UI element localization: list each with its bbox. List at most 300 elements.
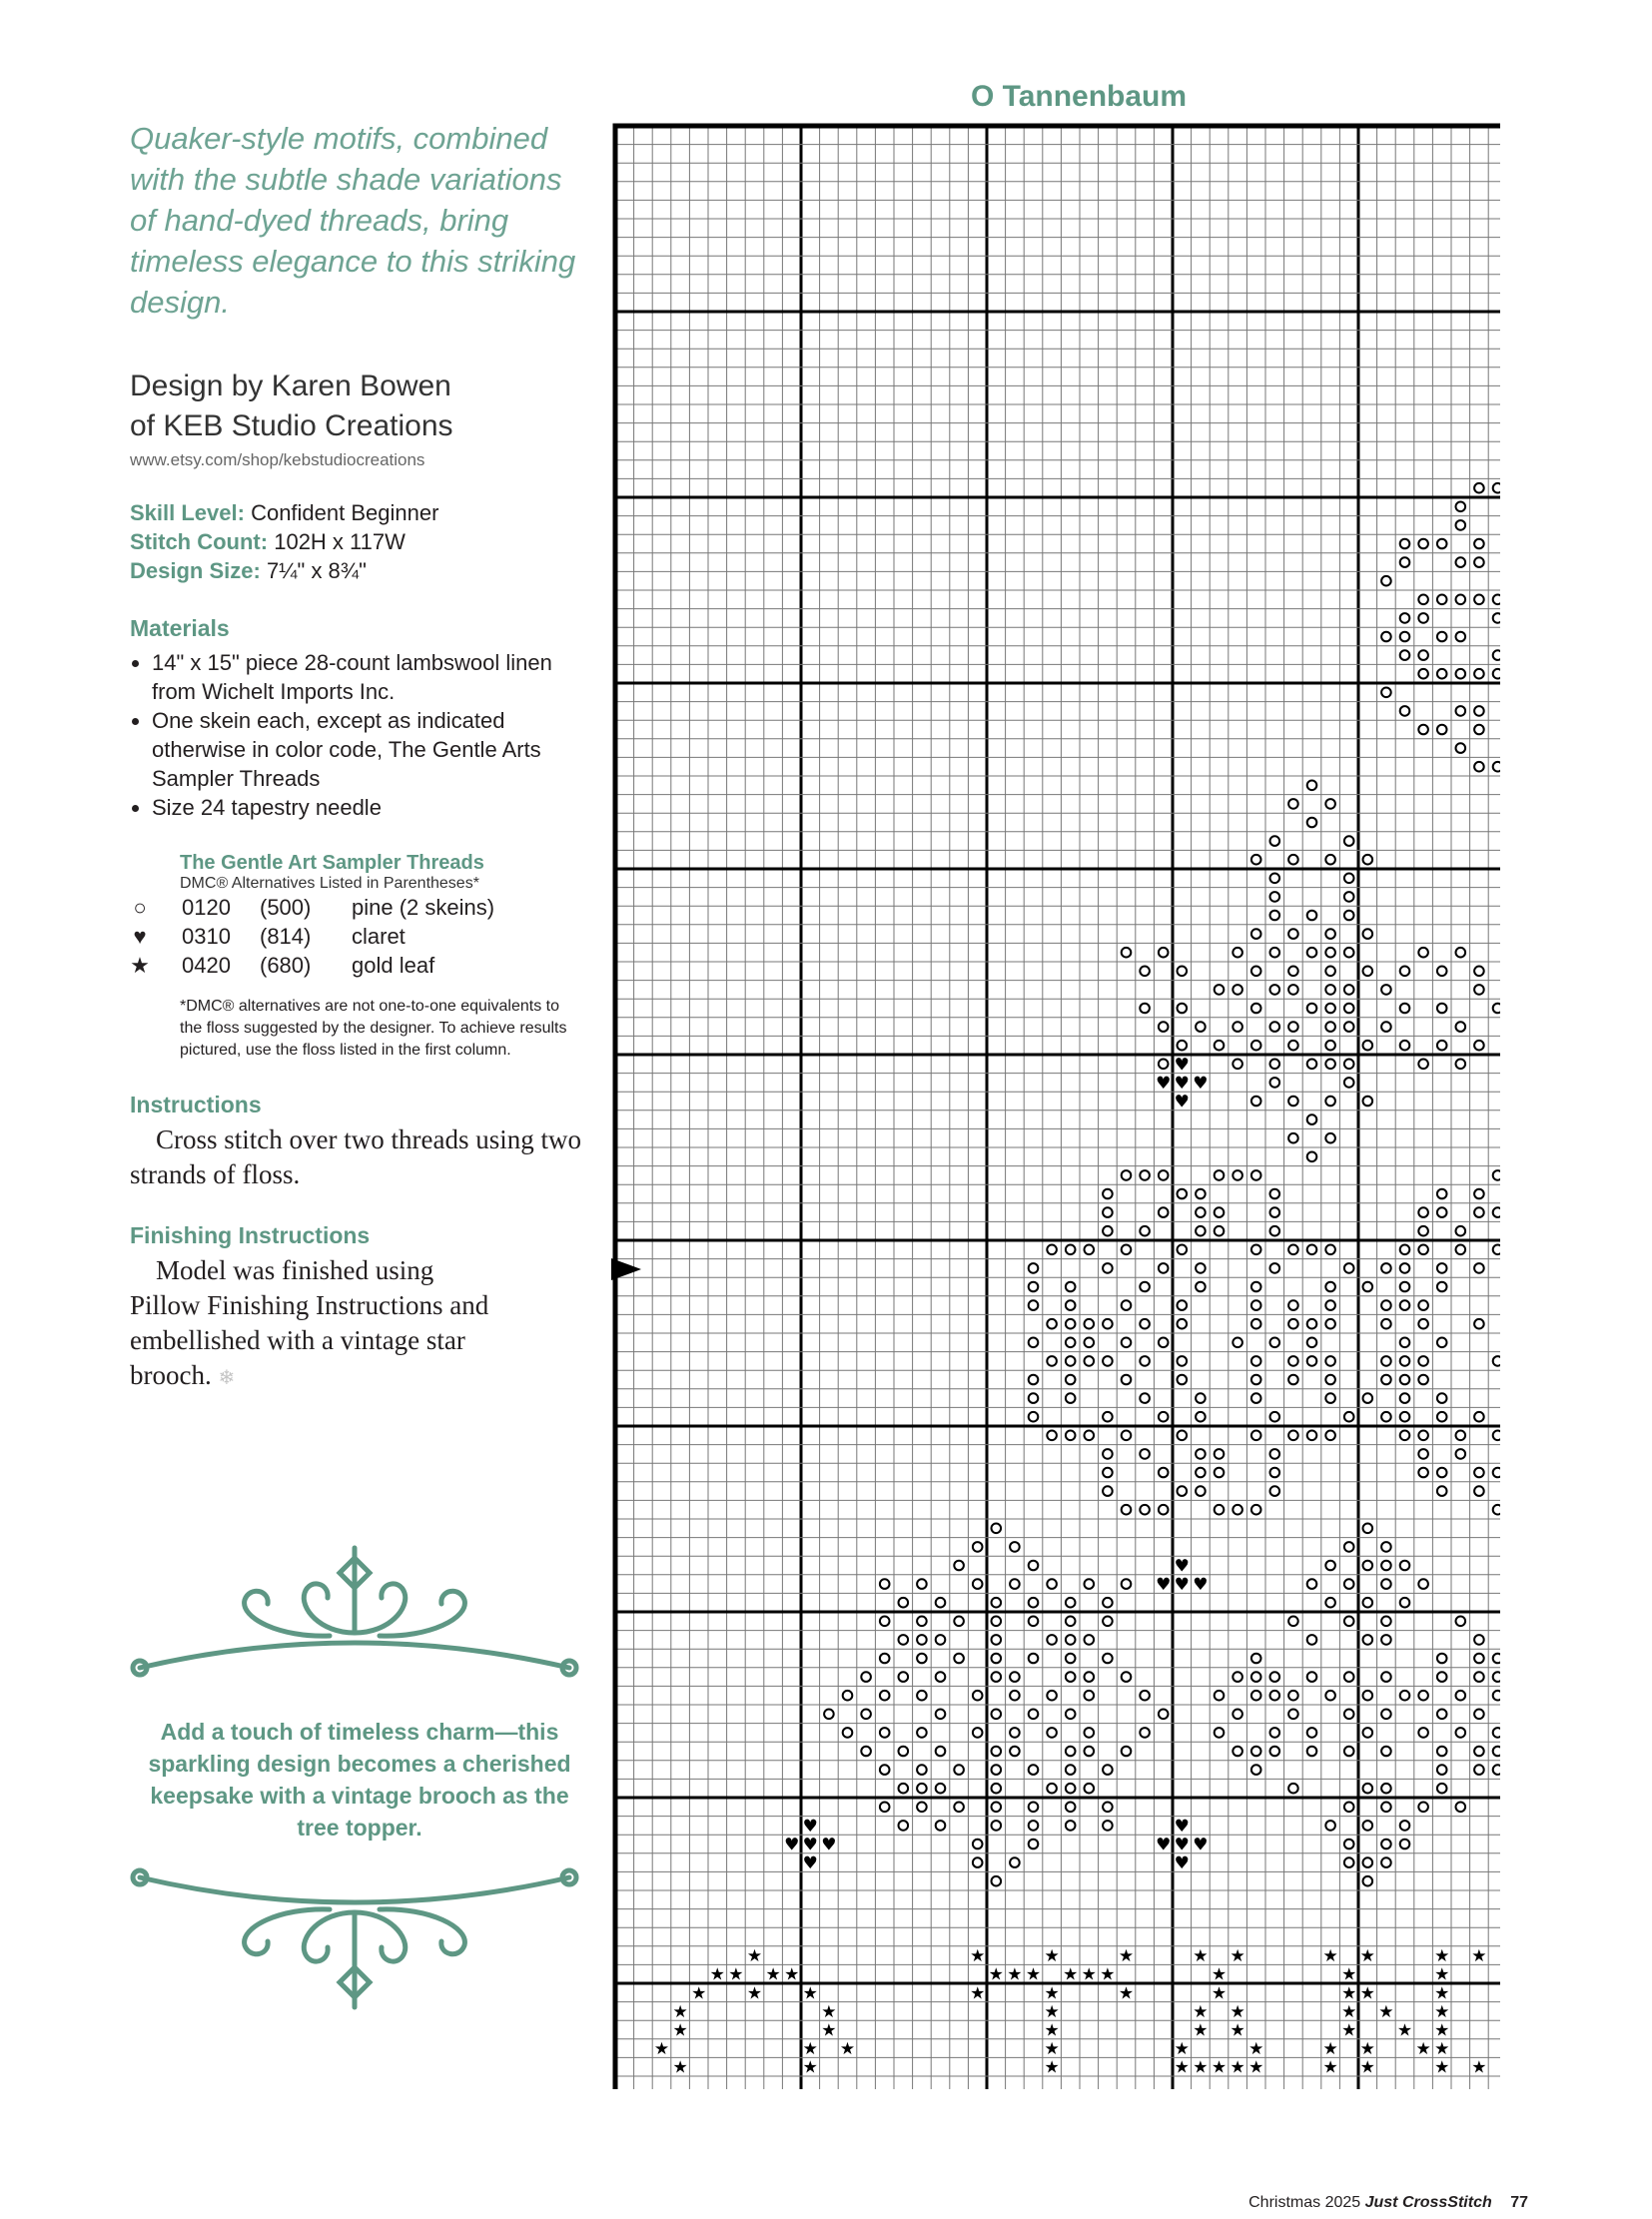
stitch-circle-icon [973,1840,983,1849]
stitch-circle-icon [1270,1747,1280,1757]
stitch-circle-icon [1437,539,1447,549]
stitch-circle-icon [1307,1431,1317,1441]
designer-url[interactable]: www.etsy.com/shop/kebstudiocreations [130,450,425,469]
stitch-circle-icon [1122,1338,1132,1348]
stitch-circle-icon [1270,1412,1280,1422]
stitch-circle-icon [861,1672,871,1682]
stitch-circle-icon [1474,1207,1484,1217]
stitch-circle-icon [1400,967,1410,977]
stitch-heart-icon: ♥ [802,1816,818,1837]
stitch-circle-icon [1270,1449,1280,1459]
stitch-circle-icon [1251,1672,1261,1682]
stitch-circle-icon [1381,1803,1391,1813]
stitch-circle-icon [1363,1097,1373,1107]
snowflake-icon: ❄ [218,1367,236,1389]
stitch-circle-icon [1400,1840,1410,1849]
stitch-star-icon: ★ [672,2057,688,2078]
stitch-star-icon: ★ [1359,2039,1375,2060]
stitch-circle-icon [1103,1226,1113,1236]
stitch-circle-icon [1029,1617,1039,1627]
stitch-heart-icon: ♥ [1174,1575,1190,1596]
stitch-circle-icon [1493,669,1500,679]
stitch-star-icon: ★ [1359,2057,1375,2078]
stitch-circle-icon [1066,1598,1076,1608]
stitch-circle-icon [1344,1857,1354,1867]
stitch-circle-icon [1251,855,1261,865]
stitch-circle-icon [899,1635,909,1645]
stitch-circle-icon [1325,1561,1335,1571]
stitch-circle-icon [1196,1189,1206,1199]
stitch-circle-icon [1010,1672,1020,1682]
stitch-circle-icon [1400,650,1410,660]
stitch-circle-icon [992,1821,1002,1831]
stitch-circle-icon [1400,557,1410,567]
stitch-circle-icon [1400,539,1410,549]
stitch-circle-icon [1029,1803,1039,1813]
stitch-circle-icon [1325,1282,1335,1292]
stitch-circle-icon [1270,1078,1280,1088]
stitch-circle-icon [1325,1821,1335,1831]
stitch-circle-icon [1029,1840,1039,1849]
stitch-circle-icon [1178,1356,1188,1366]
designer-studio: of KEB Studio Creations [130,409,453,442]
stitch-circle-icon [1159,1412,1169,1422]
stitch-circle-icon [1085,1579,1095,1589]
stitch-circle-icon [1066,1672,1076,1682]
floss-code: 0120 [182,895,231,920]
stitch-circle-icon [1178,1245,1188,1255]
stitch-circle-icon [1418,1691,1428,1701]
stitch-circle-icon [1066,1300,1076,1310]
stitch-star-icon: ★ [1025,1964,1042,1985]
stitch-circle-icon [1270,911,1280,921]
stitch-circle-icon [1474,725,1484,735]
page-footer [1248,2194,1528,2212]
issue-label: Christmas 2025 [1248,2194,1361,2211]
stitch-circle-icon [1493,1505,1500,1515]
stitch-circle-icon [1381,1857,1391,1867]
stitch-circle-icon [1215,1691,1225,1701]
stitch-circle-icon [1270,948,1280,958]
stitch-circle-icon [1233,1060,1242,1070]
stitch-heart-icon: ♥ [802,1853,818,1874]
stitch-circle-icon [1474,1412,1484,1422]
stitch-circle-icon [1103,1319,1113,1329]
stitch-star-icon: ★ [691,1983,707,2004]
stitch-circle-icon [936,1635,946,1645]
stitch-circle-icon [1363,1393,1373,1403]
stitch-circle-icon [1344,1263,1354,1273]
stitch-circle-icon [1140,1282,1150,1292]
stitch-circle-icon [1047,1356,1057,1366]
stitch-circle-icon [954,1654,964,1664]
stitch-circle-icon [1085,1338,1095,1348]
stitch-circle-icon [1270,1468,1280,1478]
stitch-star-icon: ★ [1193,1946,1209,1967]
stitch-star-icon: ★ [1341,1983,1357,2004]
stitch-circle-icon [1047,1728,1057,1738]
stitch-circle-icon [1047,1691,1057,1701]
heart-symbol-icon: ♥ [133,924,147,949]
stitch-circle-icon [1474,985,1484,995]
stitch-heart-icon: ♥ [1174,1556,1190,1577]
stitch-circle-icon [1178,1041,1188,1051]
floss-code: 0420 [182,953,231,978]
stitch-circle-icon [936,1598,946,1608]
stitch-star-icon: ★ [1100,1964,1116,1985]
stitch-circle-icon [1418,595,1428,605]
stitch-circle-icon [1196,1022,1206,1032]
stitch-circle-icon [1010,1857,1020,1867]
stitch-circle-icon [1437,1338,1447,1348]
stitch-circle-icon [1456,502,1466,512]
stitch-star-icon: ★ [970,1983,986,2004]
stitch-circle-icon [1288,1300,1298,1310]
stitch-circle-icon [1493,1468,1500,1478]
stitch-circle-icon [1381,1263,1391,1273]
floss-key-title: The Gentle Art Sampler Threads [180,852,484,874]
stitch-circle-icon [1418,1803,1428,1813]
stitch-circle-icon [1047,1319,1057,1329]
stitch-circle-icon [880,1617,890,1627]
stitch-circle-icon [1215,1468,1225,1478]
stitch-circle-icon [843,1691,853,1701]
stitch-circle-icon [1493,762,1500,772]
stitch-circle-icon [1381,1356,1391,1366]
stitch-circle-icon [1066,1375,1076,1385]
stitch-circle-icon [1418,1319,1428,1329]
stitch-circle-icon [1103,1598,1113,1608]
stitch-circle-icon [1288,1691,1298,1701]
stitch-star-icon: ★ [1230,2001,1245,2022]
stitch-circle-icon [1437,669,1447,679]
stitch-heart-icon: ♥ [1174,1816,1190,1837]
stitch-circle-icon [1103,1449,1113,1459]
stitch-circle-icon [1474,557,1484,567]
stitch-circle-icon [1437,1672,1447,1682]
stitch-circle-icon [1140,1505,1150,1515]
stitch-circle-icon [1344,948,1354,958]
stitch-circle-icon [1493,1004,1500,1014]
stitch-circle-icon [1325,1691,1335,1701]
stitch-circle-icon [1066,1803,1076,1813]
stitch-circle-icon [861,1747,871,1757]
stitch-circle-icon [973,1857,983,1867]
stitch-circle-icon [1066,1821,1076,1831]
stitch-star-icon: ★ [970,1946,986,1967]
stitch-circle-icon [880,1728,890,1738]
stitch-star-icon: ★ [1063,1964,1079,1985]
stitch-circle-icon [1493,1356,1500,1366]
stitch-circle-icon [1066,1245,1076,1255]
stitch-circle-icon [1344,1617,1354,1627]
stitch-circle-icon [1381,1542,1391,1552]
stitch-circle-icon [1307,781,1317,791]
chart-border [615,126,1500,2089]
stitch-circle-icon [1085,1245,1095,1255]
stitch-circle-icon [1251,1282,1261,1292]
stitch-star-icon: ★ [1007,1964,1023,1985]
skill-label: Skill Level: [130,500,245,525]
skill-value: Confident Beginner [251,500,439,525]
stitch-circle-icon [992,1710,1002,1720]
stitch-circle-icon [1215,1041,1225,1051]
stitch-circle-icon [1325,1245,1335,1255]
stitch-circle-icon [1178,1189,1188,1199]
stitch-circle-icon [1325,1356,1335,1366]
stitch-circle-icon [1400,1375,1410,1385]
stitch-circle-icon [880,1691,890,1701]
stitch-circle-icon [1103,1765,1113,1775]
stitch-circle-icon [1437,1282,1447,1292]
stitch-circle-icon [1251,1170,1261,1180]
stitch-circle-icon [1140,1170,1150,1180]
stitch-circle-icon [1251,1654,1261,1664]
stitch-star-icon: ★ [1193,2020,1209,2041]
stitch-circle-icon [1122,1245,1132,1255]
stitch-count-label: Stitch Count: [130,529,269,554]
stitch-circle-icon [1418,1356,1428,1366]
stitch-star-icon: ★ [1044,2039,1060,2060]
stitch-circle-icon [1381,1635,1391,1645]
stitch-circle-icon [1344,985,1354,995]
stitch-circle-icon [1381,1375,1391,1385]
stitch-circle-icon [1437,1747,1447,1757]
stitch-circle-icon [1122,1579,1132,1589]
stitch-circle-icon [1363,967,1373,977]
stitch-circle-icon [1456,1022,1466,1032]
stitch-circle-icon [1178,1300,1188,1310]
stitch-circle-icon [1307,1338,1317,1348]
stitch-circle-icon [1381,1579,1391,1589]
materials-item: • Size 24 tapestry needle [152,793,589,822]
stitch-circle-icon [1381,688,1391,698]
stitch-circle-icon [1363,1857,1373,1867]
star-symbol-icon: ★ [130,953,150,978]
stitch-circle-icon [1029,1710,1039,1720]
stitch-circle-icon [1400,1338,1410,1348]
stitch-circle-icon [1474,1041,1484,1051]
stitch-circle-icon [917,1617,927,1627]
stitch-circle-icon [1215,1449,1225,1459]
materials-list [130,648,589,822]
stitch-circle-icon [1474,1319,1484,1329]
stitch-circle-icon [1196,1226,1206,1236]
stitch-circle-icon [1159,1338,1169,1348]
stitch-circle-icon [1474,1486,1484,1496]
stitch-circle-icon [1325,1431,1335,1441]
stitch-star-icon: ★ [1341,2020,1357,2041]
stitch-circle-icon [1140,1691,1150,1701]
stitch-circle-icon [1474,1654,1484,1664]
stitch-circle-icon [1307,1319,1317,1329]
stitch-circle-icon [1400,1431,1410,1441]
stitch-circle-icon [1010,1728,1020,1738]
stitch-circle-icon [1307,1114,1317,1124]
floss-color-name: pine (2 skeins) [352,895,495,920]
stitch-circle-icon [1196,1282,1206,1292]
stitch-circle-icon [1474,595,1484,605]
stitch-heart-icon: ♥ [784,1835,800,1855]
stitch-star-icon: ★ [1044,1946,1060,1967]
stitch-circle-icon [824,1710,834,1720]
stitch-circle-icon [992,1747,1002,1757]
stitch-circle-icon [1178,1431,1188,1441]
stitch-circle-icon [1344,1022,1354,1032]
dmc-footnote: *DMC® alternatives are not one-to-one equivalents to the floss suggested by the designer. To achieve results pictured, use the floss listed in the first column. [180,998,567,1059]
stitch-circle-icon [1400,1412,1410,1422]
stitch-circle-icon [1233,1338,1242,1348]
stitch-circle-icon [1325,1319,1335,1329]
stitch-circle-icon [1456,1728,1466,1738]
cross-stitch-chart [611,122,1500,2089]
stitch-circle-icon [1196,1207,1206,1217]
stitch-circle-icon [1418,1728,1428,1738]
stitch-circle-icon [1251,929,1261,939]
stitch-circle-icon [1474,762,1484,772]
stitch-circle-icon [1474,539,1484,549]
stitch-circle-icon [1029,1412,1039,1422]
stitch-circle-icon [1437,1486,1447,1496]
stitch-circle-icon [992,1524,1002,1534]
stitch-circle-icon [1215,1226,1225,1236]
stitch-circle-icon [1493,613,1500,623]
stitch-circle-icon [1437,1468,1447,1478]
stitch-circle-icon [1474,1765,1484,1775]
stitch-circle-icon [1270,1189,1280,1199]
stitch-circle-icon [1325,1598,1335,1608]
stitch-circle-icon [1456,669,1466,679]
stitch-heart-icon: ♥ [1174,1835,1190,1855]
stitch-circle-icon [1493,1747,1500,1757]
stitch-circle-icon [1344,1542,1354,1552]
instructions-heading: Instructions [130,1092,262,1117]
intro-text: Quaker-style motifs, combined with the subtle shade variations of hand-dyed threads, bring timeless elegance to this striking design. [130,121,576,320]
stitch-circle-icon [1010,1542,1020,1552]
stitch-circle-icon [1270,1338,1280,1348]
stitch-circle-icon [1474,1635,1484,1645]
stitch-circle-icon [1122,1431,1132,1441]
stitch-circle-icon [1288,1041,1298,1051]
stitch-star-icon: ★ [802,2057,818,2078]
stitch-star-icon: ★ [1230,1946,1245,1967]
stitch-circle-icon [1474,1263,1484,1273]
stitch-circle-icon [1344,1840,1354,1849]
stitch-circle-icon [1122,1170,1132,1180]
stitch-circle-icon [1493,1207,1500,1217]
stitch-circle-icon [1493,1654,1500,1664]
stitch-circle-icon [1493,1170,1500,1180]
stitch-circle-icon [1066,1431,1076,1441]
stitch-circle-icon [1381,1784,1391,1794]
stitch-circle-icon [880,1579,890,1589]
stitch-circle-icon [1066,1393,1076,1403]
stitch-circle-icon [1400,1356,1410,1366]
stitch-heart-icon: ♥ [1156,1835,1172,1855]
stitch-circle-icon [1381,1319,1391,1329]
stitch-circle-icon [1233,1672,1242,1682]
stitch-star-icon: ★ [1211,1964,1228,1985]
stitch-circle-icon [1456,557,1466,567]
stitch-circle-icon [1456,1431,1466,1441]
stitch-circle-icon [1344,1803,1354,1813]
stitch-circle-icon [1288,967,1298,977]
stitch-circle-icon [1437,595,1447,605]
stitch-circle-icon [1029,1561,1039,1571]
stitch-circle-icon [1418,1207,1428,1217]
callout-text: Add a touch of timeless charm—this sparkling design becomes a cherished keepsake with a vintage brooch as the tree topper. [148,1719,571,1841]
stitch-circle-icon [1288,929,1298,939]
stitch-circle-icon [1029,1654,1039,1664]
stitch-circle-icon [1196,1263,1206,1273]
stitch-circle-icon [1029,1263,1039,1273]
stitch-circle-icon [1251,1004,1261,1014]
stitch-circle-icon [1325,967,1335,977]
stitch-circle-icon [1066,1765,1076,1775]
stitch-circle-icon [1270,1207,1280,1217]
stitch-circle-icon [1159,1170,1169,1180]
stitch-circle-icon [1325,799,1335,809]
stitch-circle-icon [1288,855,1298,865]
stitch-circle-icon [1307,818,1317,828]
stitch-circle-icon [1418,1226,1428,1236]
stitch-circle-icon [1437,1041,1447,1051]
stitch-circle-icon [1381,1412,1391,1422]
stitch-circle-icon [1159,1505,1169,1515]
magazine-name: Just CrossStitch [1364,2194,1492,2211]
dmc-code: (680) [260,953,312,978]
stitch-circle-icon [1437,1004,1447,1014]
stitch-circle-icon [1140,1393,1150,1403]
stitch-circle-icon [1288,1245,1298,1255]
finishing-text [130,1253,509,1396]
stitch-circle-icon [1307,1579,1317,1589]
stitch-circle-icon [1307,1004,1317,1014]
stitch-circle-icon [1251,1041,1261,1051]
stitch-heart-icon: ♥ [1174,1092,1190,1112]
stitch-circle-icon [1344,1060,1354,1070]
stitch-circle-icon [1344,836,1354,846]
stitch-circle-icon [1493,1245,1500,1255]
stitch-circle-icon [1418,1375,1428,1385]
stitch-circle-icon [1270,874,1280,884]
stitch-circle-icon [917,1691,927,1701]
stitch-circle-icon [1456,948,1466,958]
stitch-circle-icon [1288,1375,1298,1385]
stitch-circle-icon [1270,1263,1280,1273]
floss-row [133,893,589,922]
stitch-circle-icon [1325,929,1335,939]
stitch-circle-icon [899,1784,909,1794]
stitch-star-icon: ★ [1322,1946,1338,1967]
stitch-circle-icon [1140,1356,1150,1366]
stitch-circle-icon [1122,948,1132,958]
stitch-circle-icon [899,1747,909,1757]
stitch-circle-icon [954,1617,964,1627]
stitch-circle-icon [1400,1393,1410,1403]
stitch-circle-icon [992,1803,1002,1813]
stitch-heart-icon: ♥ [821,1835,837,1855]
stitch-circle-icon [1400,1041,1410,1051]
stitch-circle-icon [1418,1245,1428,1255]
stitch-circle-icon [1493,1691,1500,1701]
stitch-circle-icon [1363,1282,1373,1292]
floss-color-name: gold leaf [352,953,435,978]
stitch-circle-icon [1066,1784,1076,1794]
stitch-circle-icon [1400,1561,1410,1571]
stitch-circle-icon [1288,1356,1298,1366]
floss-row [130,951,589,980]
